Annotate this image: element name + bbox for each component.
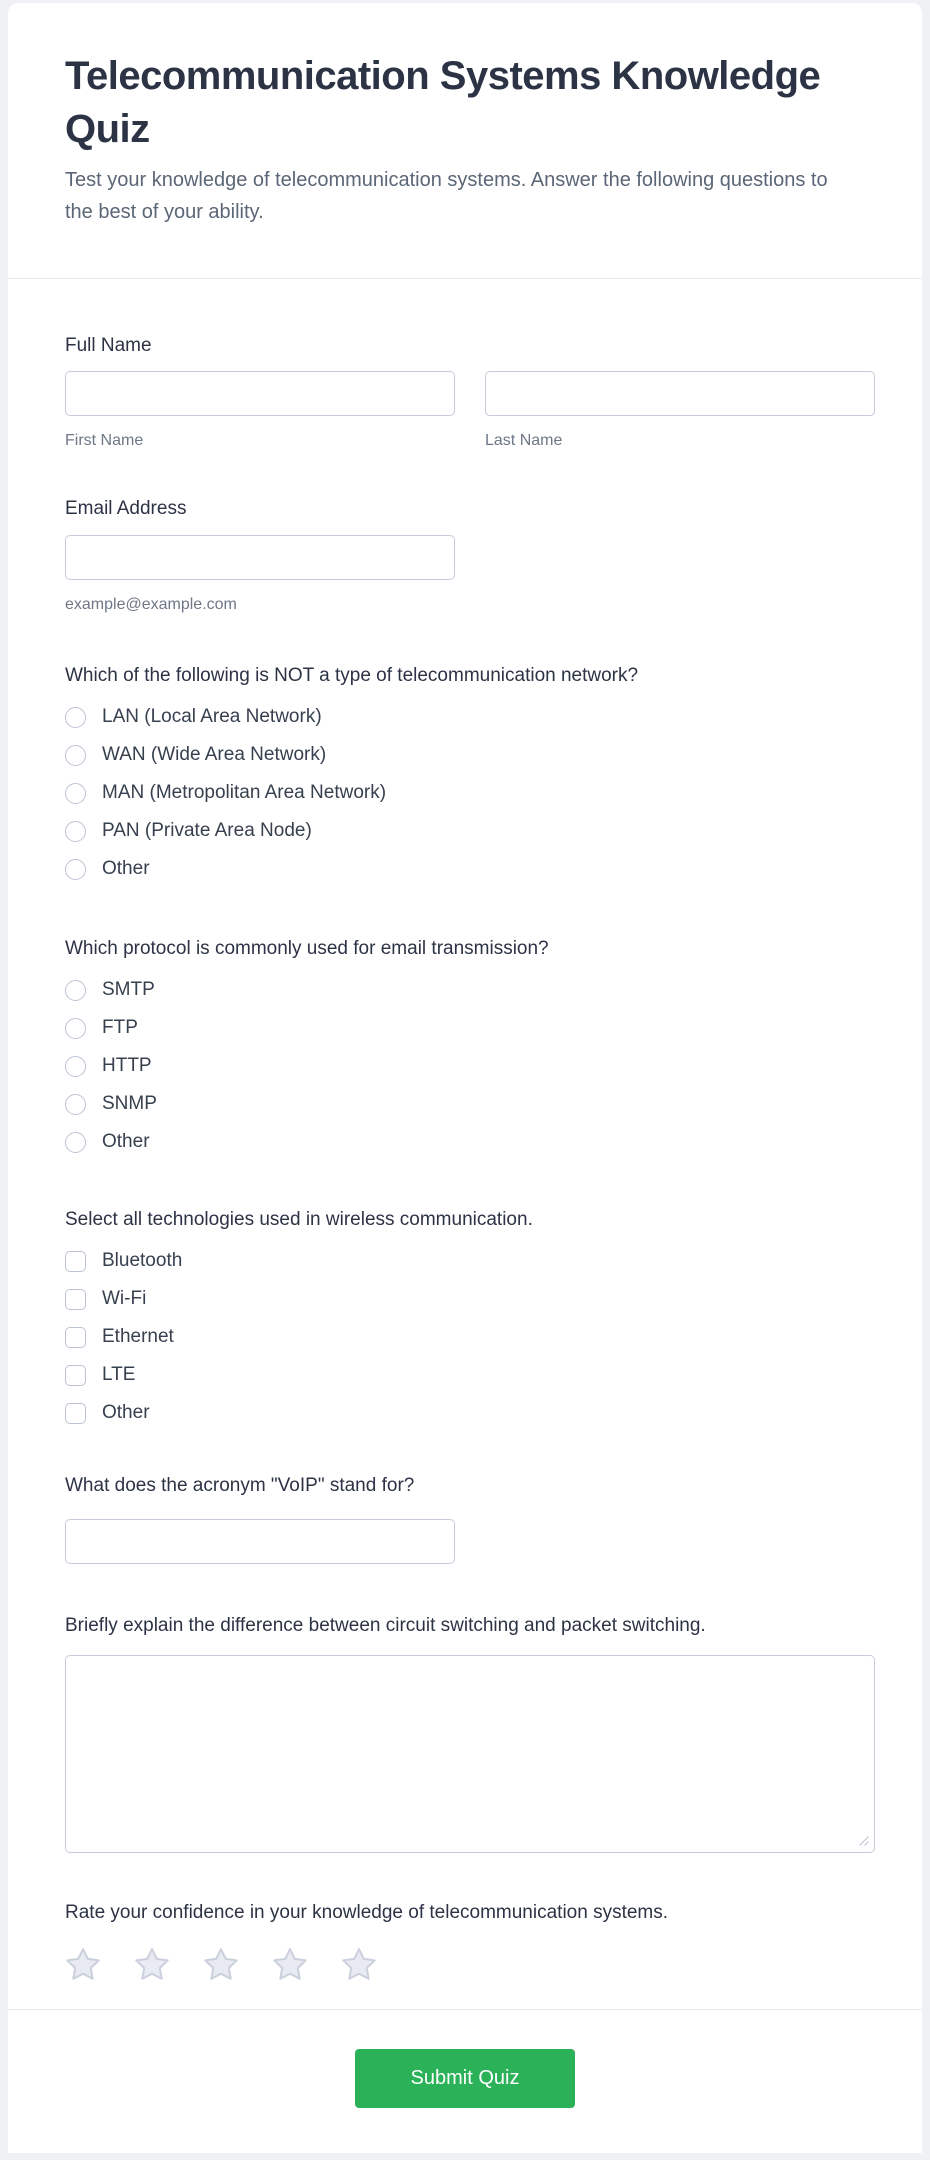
option-wan[interactable] — [65, 741, 875, 769]
textarea-wrapper — [65, 1655, 875, 1853]
question-wireless — [65, 1207, 875, 1427]
option-label: Other — [102, 1402, 150, 1423]
option-label: MAN (Metropolitan Area Network) — [102, 782, 387, 803]
form-header — [8, 3, 922, 278]
star-rating — [65, 1946, 875, 1982]
option-bluetooth[interactable] — [65, 1247, 875, 1275]
option-label: WAN (Wide Area Network) — [102, 744, 327, 765]
checkbox-icon[interactable] — [65, 1403, 86, 1424]
option-label: FTP — [102, 1017, 138, 1038]
field-full-name — [65, 333, 875, 452]
option-label: SNMP — [102, 1093, 157, 1114]
option-other-network[interactable] — [65, 855, 875, 883]
checkbox-icon[interactable] — [65, 1289, 86, 1310]
full-name-row — [65, 359, 875, 452]
question-explain-label: Briefly explain the difference between circuit switching and packet switching. — [65, 1615, 706, 1636]
email-input[interactable] — [65, 535, 455, 580]
checkbox-icon[interactable] — [65, 1251, 86, 1272]
option-label: LAN (Local Area Network) — [102, 706, 322, 727]
question-rating — [65, 1900, 875, 1982]
option-wifi[interactable] — [65, 1285, 875, 1313]
voip-input[interactable] — [65, 1519, 455, 1564]
question-wireless-label: Select all technologies used in wireless communication. — [65, 1209, 533, 1230]
option-smtp[interactable] — [65, 976, 875, 1004]
option-label: LTE — [102, 1364, 136, 1385]
star-4-icon[interactable] — [272, 1946, 308, 1982]
radio-icon[interactable] — [65, 980, 86, 1001]
last-name-sublabel: Last Name — [485, 432, 563, 449]
form-title: Telecommunication Systems Knowledge Quiz — [65, 54, 821, 151]
option-other-wireless[interactable] — [65, 1399, 875, 1427]
question-wireless-options — [65, 1247, 875, 1427]
question-email-protocol-options — [65, 976, 875, 1156]
radio-icon[interactable] — [65, 1018, 86, 1039]
first-name-input[interactable] — [65, 371, 455, 416]
radio-icon[interactable] — [65, 821, 86, 842]
question-network-label: Which of the following is NOT a type of telecommunication network? — [65, 665, 639, 686]
last-name-col — [485, 359, 875, 452]
question-email-protocol-label: Which protocol is commonly used for email transmission? — [65, 938, 549, 959]
question-explain — [65, 1613, 875, 1853]
radio-icon[interactable] — [65, 745, 86, 766]
star-3-icon[interactable] — [203, 1946, 239, 1982]
question-voip — [65, 1473, 875, 1564]
option-http[interactable] — [65, 1052, 875, 1080]
question-network — [65, 663, 875, 883]
option-label: Wi-Fi — [102, 1288, 147, 1309]
option-label: Other — [102, 858, 150, 879]
radio-icon[interactable] — [65, 707, 86, 728]
option-label: PAN (Private Area Node) — [102, 820, 312, 841]
last-name-input[interactable] — [485, 371, 875, 416]
star-1-icon[interactable] — [65, 1946, 101, 1982]
explain-textarea[interactable] — [65, 1655, 875, 1853]
first-name-col — [65, 359, 455, 452]
full-name-label: Full Name — [65, 335, 152, 356]
option-label: Ethernet — [102, 1326, 174, 1347]
email-sublabel: example@example.com — [65, 596, 237, 613]
question-email-protocol — [65, 936, 875, 1156]
question-network-options — [65, 703, 875, 883]
radio-icon[interactable] — [65, 1094, 86, 1115]
radio-icon[interactable] — [65, 859, 86, 880]
option-man[interactable] — [65, 779, 875, 807]
email-label: Email Address — [65, 498, 187, 519]
checkbox-icon[interactable] — [65, 1327, 86, 1348]
option-lte[interactable] — [65, 1361, 875, 1389]
field-email — [65, 496, 875, 616]
question-rating-label: Rate your confidence in your knowledge of telecommunication systems. — [65, 1902, 669, 1923]
form-card — [8, 3, 922, 2153]
option-snmp[interactable] — [65, 1090, 875, 1118]
option-other-protocol[interactable] — [65, 1128, 875, 1156]
form-body — [8, 279, 922, 2009]
checkbox-icon[interactable] — [65, 1365, 86, 1386]
option-pan[interactable] — [65, 817, 875, 845]
star-2-icon[interactable] — [134, 1946, 170, 1982]
question-voip-label: What does the acronym "VoIP" stand for? — [65, 1475, 415, 1496]
option-label: SMTP — [102, 979, 155, 1000]
radio-icon[interactable] — [65, 1132, 86, 1153]
option-ethernet[interactable] — [65, 1323, 875, 1351]
resize-handle-icon[interactable] — [858, 1835, 870, 1847]
star-5-icon[interactable] — [341, 1946, 377, 1982]
radio-icon[interactable] — [65, 783, 86, 804]
submit-button[interactable]: Submit Quiz — [355, 2049, 575, 2108]
radio-icon[interactable] — [65, 1056, 86, 1077]
form-subtitle: Test your knowledge of telecommunication systems. Answer the following questions to the best of your ability. — [65, 169, 828, 223]
option-label: Bluetooth — [102, 1250, 183, 1271]
form-footer — [8, 2010, 922, 2154]
option-label: Other — [102, 1131, 150, 1152]
option-lan[interactable] — [65, 703, 875, 731]
option-label: HTTP — [102, 1055, 152, 1076]
option-ftp[interactable] — [65, 1014, 875, 1042]
first-name-sublabel: First Name — [65, 432, 144, 449]
